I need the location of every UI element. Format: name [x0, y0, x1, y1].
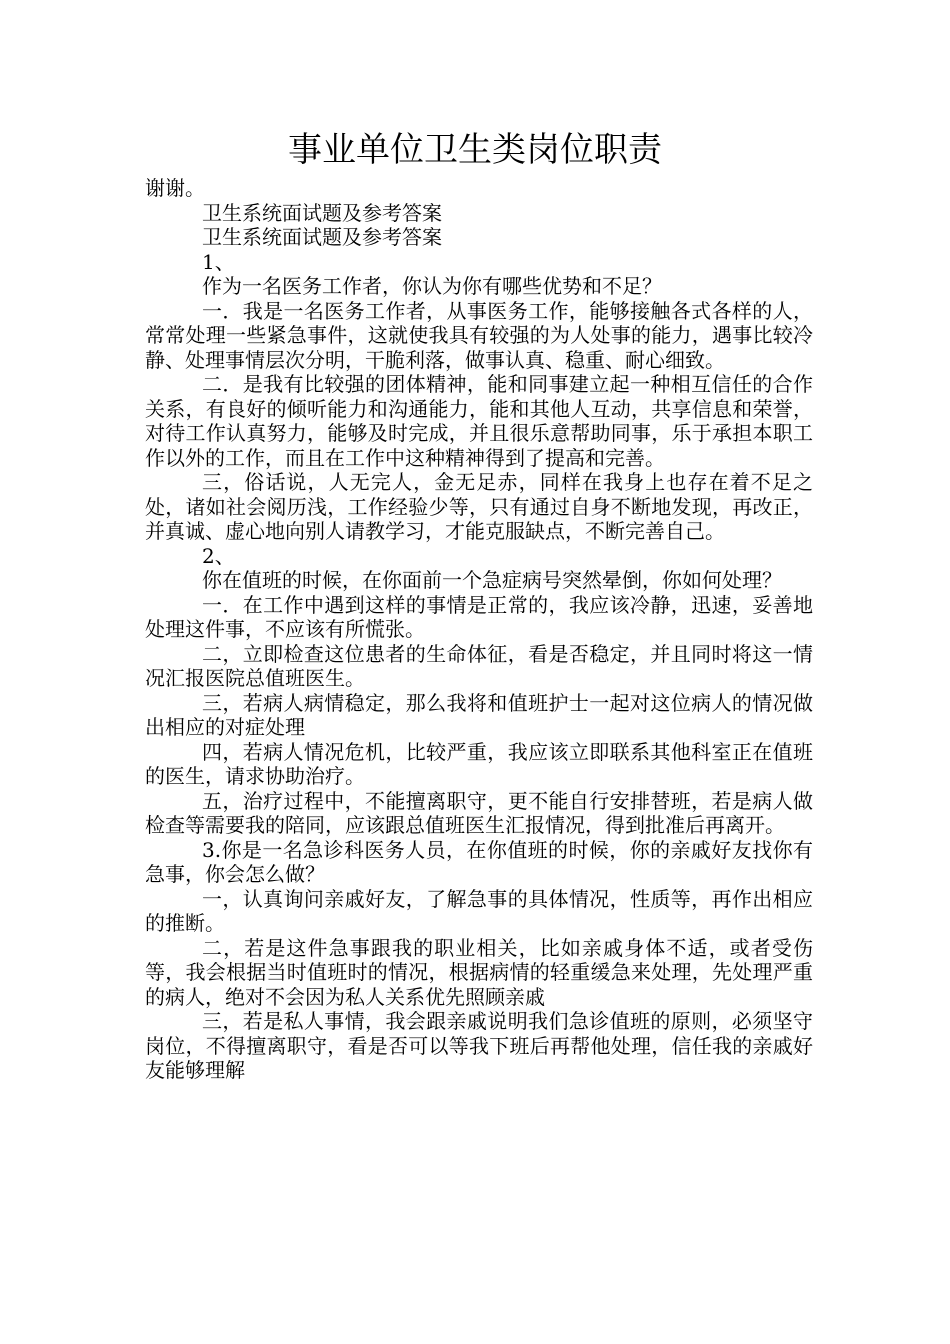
paragraph: 二．是我有比较强的团体精神，能和同事建立起一种相互信任的合作关系，有良好的倾听能力和沟通能力，能和其他人互动，共享信息和荣誉，对待工作认真努力，能够及时完成，并且很乐意帮助同事，乐于承担本职工作以外的工作，而且在工作中这种精神得到了提高和完善。 [145, 372, 813, 470]
paragraph: 三，若是私人事情，我会跟亲戚说明我们急诊值班的原则，必须坚守岗位，不得擅离职守，看是否可以等我下班后再帮他处理，信任我的亲戚好友能够理解 [145, 1009, 813, 1082]
paragraph: 五，治疗过程中，不能擅离职守，更不能自行安排替班，若是病人做检查等需要我的陪同，应该跟总值班医生汇报情况，得到批准后再离开。 [145, 788, 813, 837]
paragraph: 一．我是一名医务工作者，从事医务工作，能够接触各式各样的人，常常处理一些紧急事件，这就使我具有较强的为人处事的能力，遇事比较冷静、处理事情层次分明，干脆利落，做事认真、稳重、耐心细致。 [145, 298, 813, 372]
paragraph: 卫生系统面试题及参考答案 [202, 200, 442, 225]
paragraph: 你在值班的时候，在你面前一个急症病号突然晕倒，你如何处理？ [202, 568, 782, 592]
paragraph: 1、 [202, 249, 235, 274]
paragraph: 三，若病人病情稳定，那么我将和值班护士一起对这位病人的情况做出相应的对症处理 [145, 690, 813, 739]
paragraph: 一．在工作中遇到这样的事情是正常的，我应该冷静，迅速，妥善地处理这件事，不应该有所慌张。 [145, 592, 813, 641]
paragraph: 2、 [202, 543, 235, 568]
paragraph: 一，认真询问亲戚好友，了解急事的具体情况，性质等，再作出相应的推断。 [145, 886, 813, 935]
document-body [145, 176, 813, 1083]
paragraph: 三，俗话说，人无完人，金无足赤，同样在我身上也存在着不足之处，诸如社会阅历浅，工作经验少等，只有通过自身不断地发现，再改正，并真诚、虚心地向别人请教学习，才能克服缺点，不断完善自己。 [145, 470, 813, 543]
paragraph: 谢谢。 [145, 176, 205, 200]
document-title: 事业单位卫生类岗位职责 [288, 130, 662, 170]
paragraph: 四，若病人情况危机，比较严重，我应该立即联系其他科室正在值班的医生，请求协助治疗。 [145, 739, 813, 788]
paragraph: 卫生系统面试题及参考答案 [202, 225, 442, 249]
paragraph: 二，若是这件急事跟我的职业相关，比如亲戚身体不适，或者受伤等，我会根据当时值班时的情况，根据病情的轻重缓急来处理，先处理严重的病人，绝对不会因为私人关系优先照顾亲戚 [145, 935, 813, 1009]
paragraph: 二，立即检查这位患者的生命体征，看是否稳定，并且同时将这一情况汇报医院总值班医生。 [145, 641, 813, 690]
paragraph: 3.你是一名急诊科医务人员，在你值班的时候，你的亲戚好友找你有急事，你会怎么做？ [145, 837, 813, 886]
paragraph: 作为一名医务工作者，你认为你有哪些优势和不足？ [202, 274, 662, 298]
